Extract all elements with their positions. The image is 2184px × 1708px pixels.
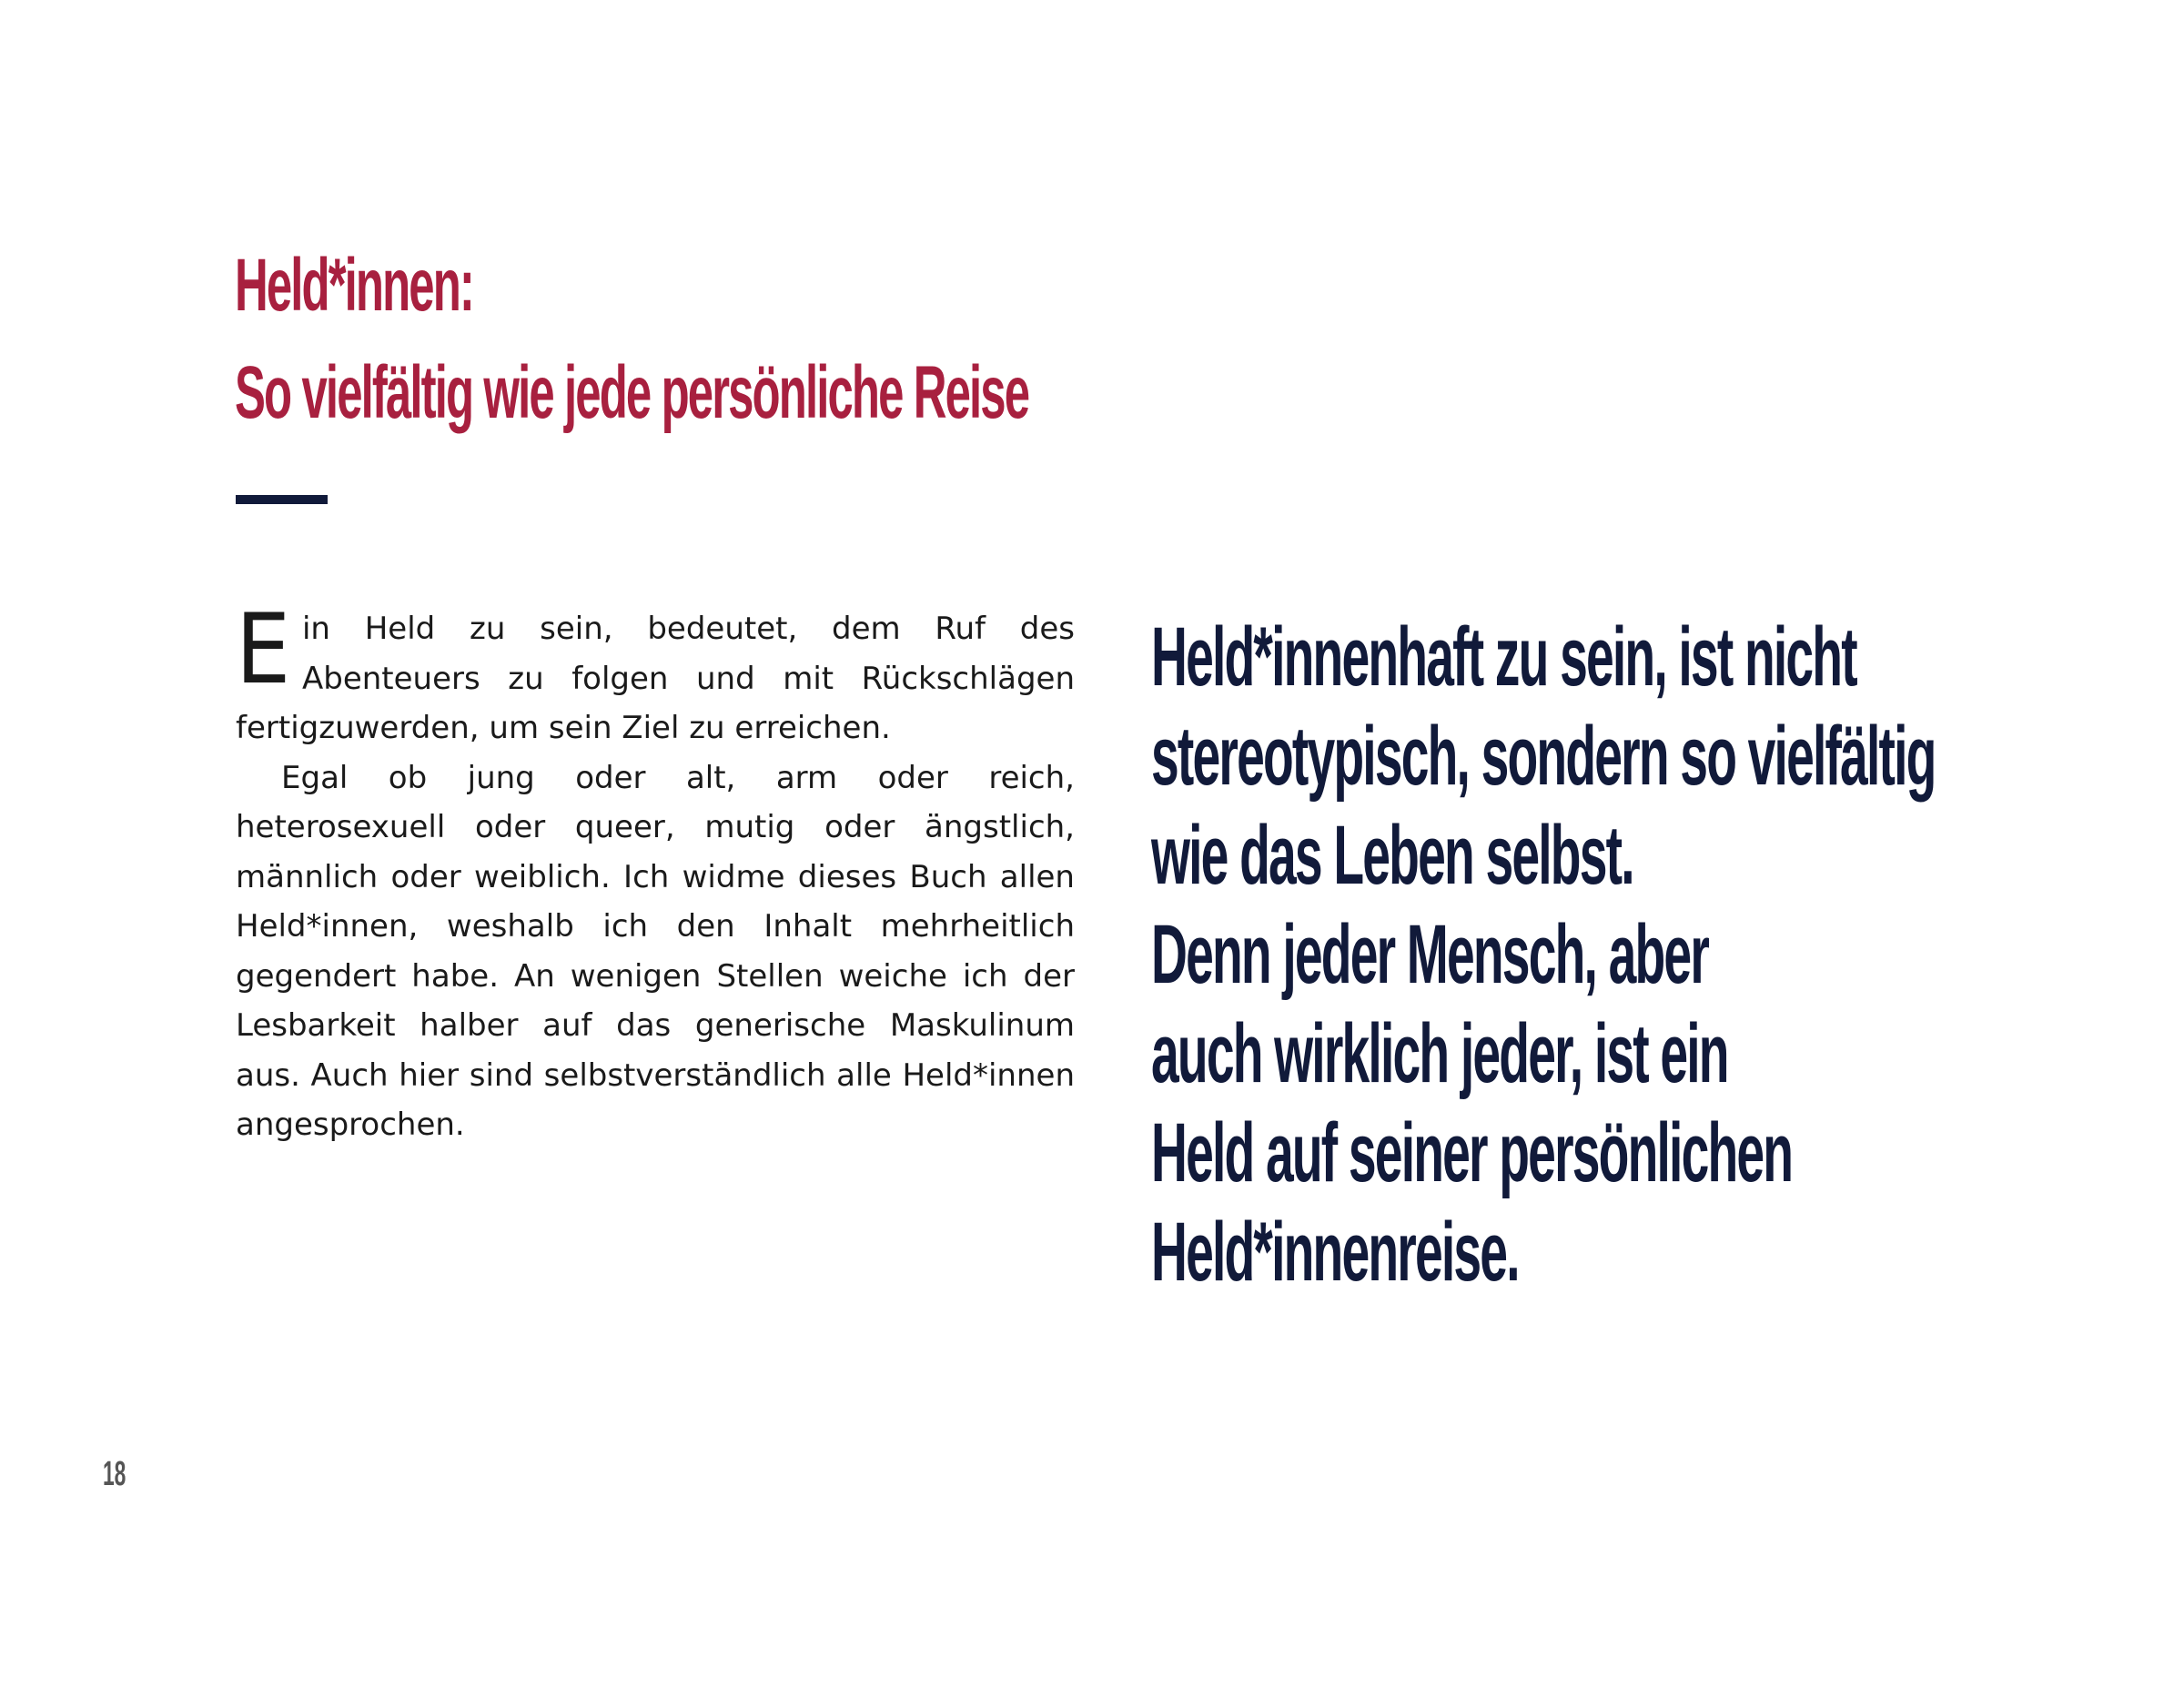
page-title xyxy=(235,232,1028,447)
quote-line: Denn jeder Mensch, aber xyxy=(1151,908,1708,1001)
paragraph-1-text: in Held zu sein, bedeutet, dem Ruf des Abenteuers zu folgen und mit Rückschlägen fertigzuwerden, um sein Ziel zu erreichen. xyxy=(236,611,1075,746)
quote-line: Held*innenhaft zu sein, ist nicht xyxy=(1151,611,1856,703)
title-line-2: So vielfältig wie jede persönliche Reise xyxy=(235,351,1029,434)
title-divider xyxy=(236,495,328,504)
pull-quote xyxy=(1151,608,1936,1302)
paragraph-2: Egal ob jung oder alt, arm oder reich, heterosexuell oder queer, mutig oder ängstlich, männlich oder weiblich. Ich widme dieses Buch allen Held*innen, weshalb ich den Inhalt mehrheitlich gegendert habe. An wenigen Stellen weiche ich der Lesbarkeit halber auf das generische Maskulinum aus. Auch hier sind selbstverständlich alle Held*innen angesprochen. xyxy=(236,759,1075,1143)
quote-line: auch wirklich jeder, ist ein xyxy=(1151,1007,1728,1100)
quote-line: Held*innenreise. xyxy=(1151,1206,1519,1299)
body-text xyxy=(236,593,1075,1150)
title-line-1: Held*innen: xyxy=(235,244,473,327)
quote-line: Held auf seiner persönlichen xyxy=(1151,1107,1793,1199)
paragraph-1 xyxy=(236,593,1075,753)
page-number: 18 xyxy=(103,1455,126,1493)
quote-line: stereotypisch, sondern so vielfältig xyxy=(1151,710,1936,803)
quote-line: wie das Leben selbst. xyxy=(1151,809,1633,902)
drop-cap: E xyxy=(236,593,291,705)
